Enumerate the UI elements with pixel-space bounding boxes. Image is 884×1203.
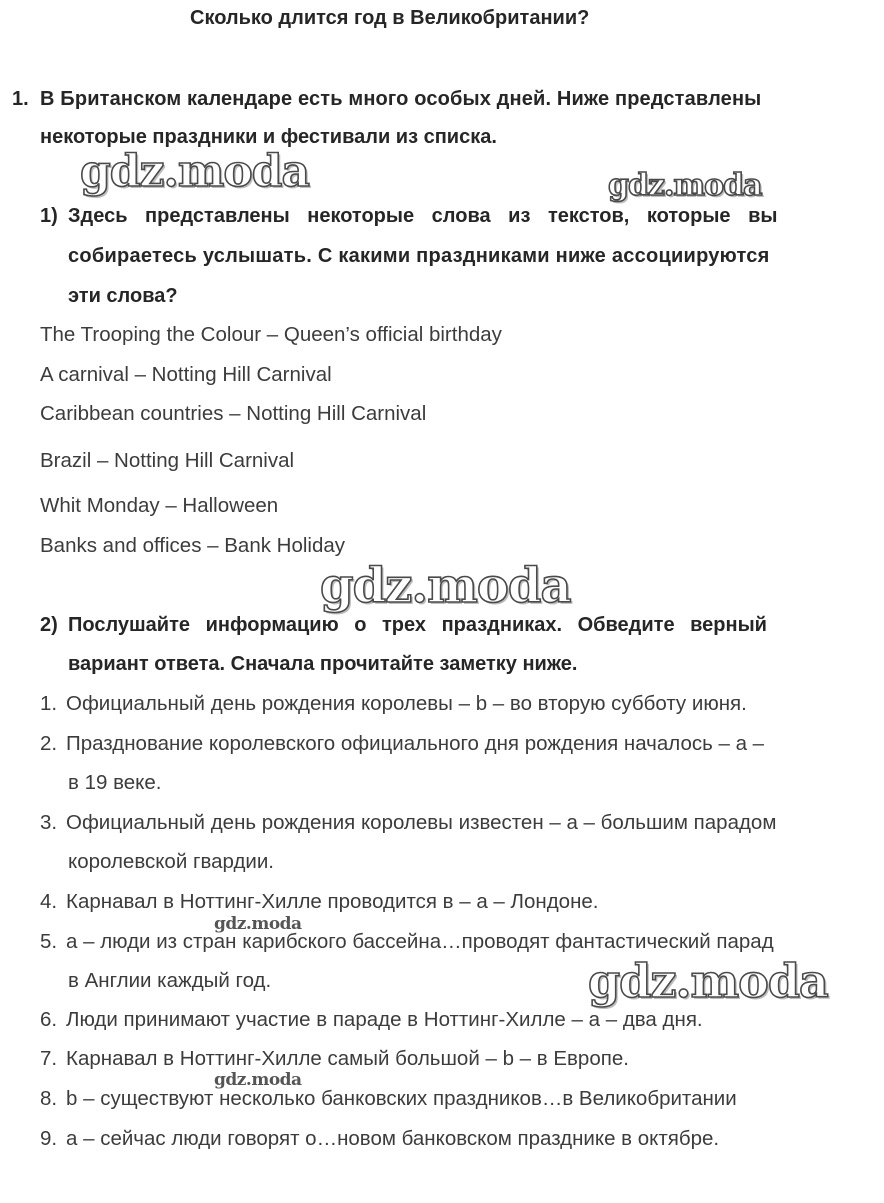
answer-6: Banks and offices – Bank Holiday (40, 534, 346, 557)
answer-4: Brazil – Notting Hill Carnival (40, 449, 295, 472)
task-1-line-1: В Британском календаре есть много особых дней. Ниже представлены (40, 88, 762, 110)
watermark-large-2: gdz.moda (320, 558, 571, 614)
item-8-text: b – существуют несколько банковских праздников…в Великобритании (66, 1087, 737, 1110)
item-2-text: Празднование королевского официального дня рождения началось – a – (66, 732, 765, 755)
item-6-number: 6. (40, 1008, 58, 1031)
page-title: Сколько длится год в Великобритании? (190, 7, 590, 29)
watermark-large-1: gdz.moda (80, 146, 310, 197)
task-1-number: 1. (12, 88, 29, 110)
item-1-text: Официальный день рождения королевы – b – во вторую субботу июня. (66, 692, 747, 715)
answer-2: A carnival – Notting Hill Carnival (40, 363, 332, 386)
task-1-line-2: некоторые праздники и фестивали из списка. (40, 126, 497, 148)
item-2-number: 2. (40, 732, 58, 755)
watermark-large-3: gdz.moda (588, 954, 828, 1008)
item-7-text: Карнавал в Ноттинг-Хилле самый большой – b – в Европе. (66, 1047, 629, 1070)
watermark-medium-1: gdz.moda (608, 168, 762, 203)
answer-1: The Trooping the Colour – Queen’s official birthday (40, 323, 502, 346)
item-3-number: 3. (40, 811, 58, 834)
sub-2-line-1-text: Послушайте информацию о трех праздниках. Обведите верный (68, 614, 767, 636)
item-1-number: 1. (40, 692, 58, 715)
item-4-number: 4. (40, 890, 58, 913)
answer-3: Caribbean countries – Notting Hill Carnival (40, 402, 427, 425)
item-5-number: 5. (40, 930, 58, 953)
item-8-number: 8. (40, 1087, 58, 1110)
sub-2-line-2: вариант ответа. Сначала прочитайте заметку ниже. (68, 653, 578, 675)
item-4-text: Карнавал в Ноттинг-Хилле проводится в – a – Лондоне. (66, 890, 599, 913)
sub-2-line-1 (68, 614, 865, 637)
item-3-cont: королевской гвардии. (68, 850, 275, 873)
sub-2-number: 2) (40, 614, 58, 636)
watermark-small-2: gdz.moda (214, 1070, 302, 1090)
item-9-number: 9. (40, 1127, 58, 1150)
sub-1-line-3: эти слова? (68, 285, 178, 307)
sub-1-line-1-text: Здесь представлены некоторые слова из текстов, которые вы (68, 205, 778, 227)
item-5-cont: в Англии каждый год. (68, 969, 272, 992)
item-2-cont: в 19 веке. (68, 771, 162, 794)
sub-1-line-1 (68, 205, 865, 228)
watermark-small-1: gdz.moda (214, 914, 302, 934)
item-5-text: a – люди из стран карибского бассейна…проводят фантастический парад (66, 930, 774, 953)
sub-1-number: 1) (40, 205, 58, 227)
item-9-text: a – сейчас люди говорят о…новом банковском празднике в октябре. (66, 1127, 720, 1150)
item-7-number: 7. (40, 1047, 58, 1070)
item-3-text: Официальный день рождения королевы известен – a – большим парадом (66, 811, 777, 834)
sub-1-line-2: собираетесь услышать. С какими праздниками ниже ассоциируются (68, 245, 770, 267)
item-6-text: Люди принимают участие в параде в Ноттинг-Хилле – a – два дня. (66, 1008, 703, 1031)
answer-5: Whit Monday – Halloween (40, 494, 279, 517)
